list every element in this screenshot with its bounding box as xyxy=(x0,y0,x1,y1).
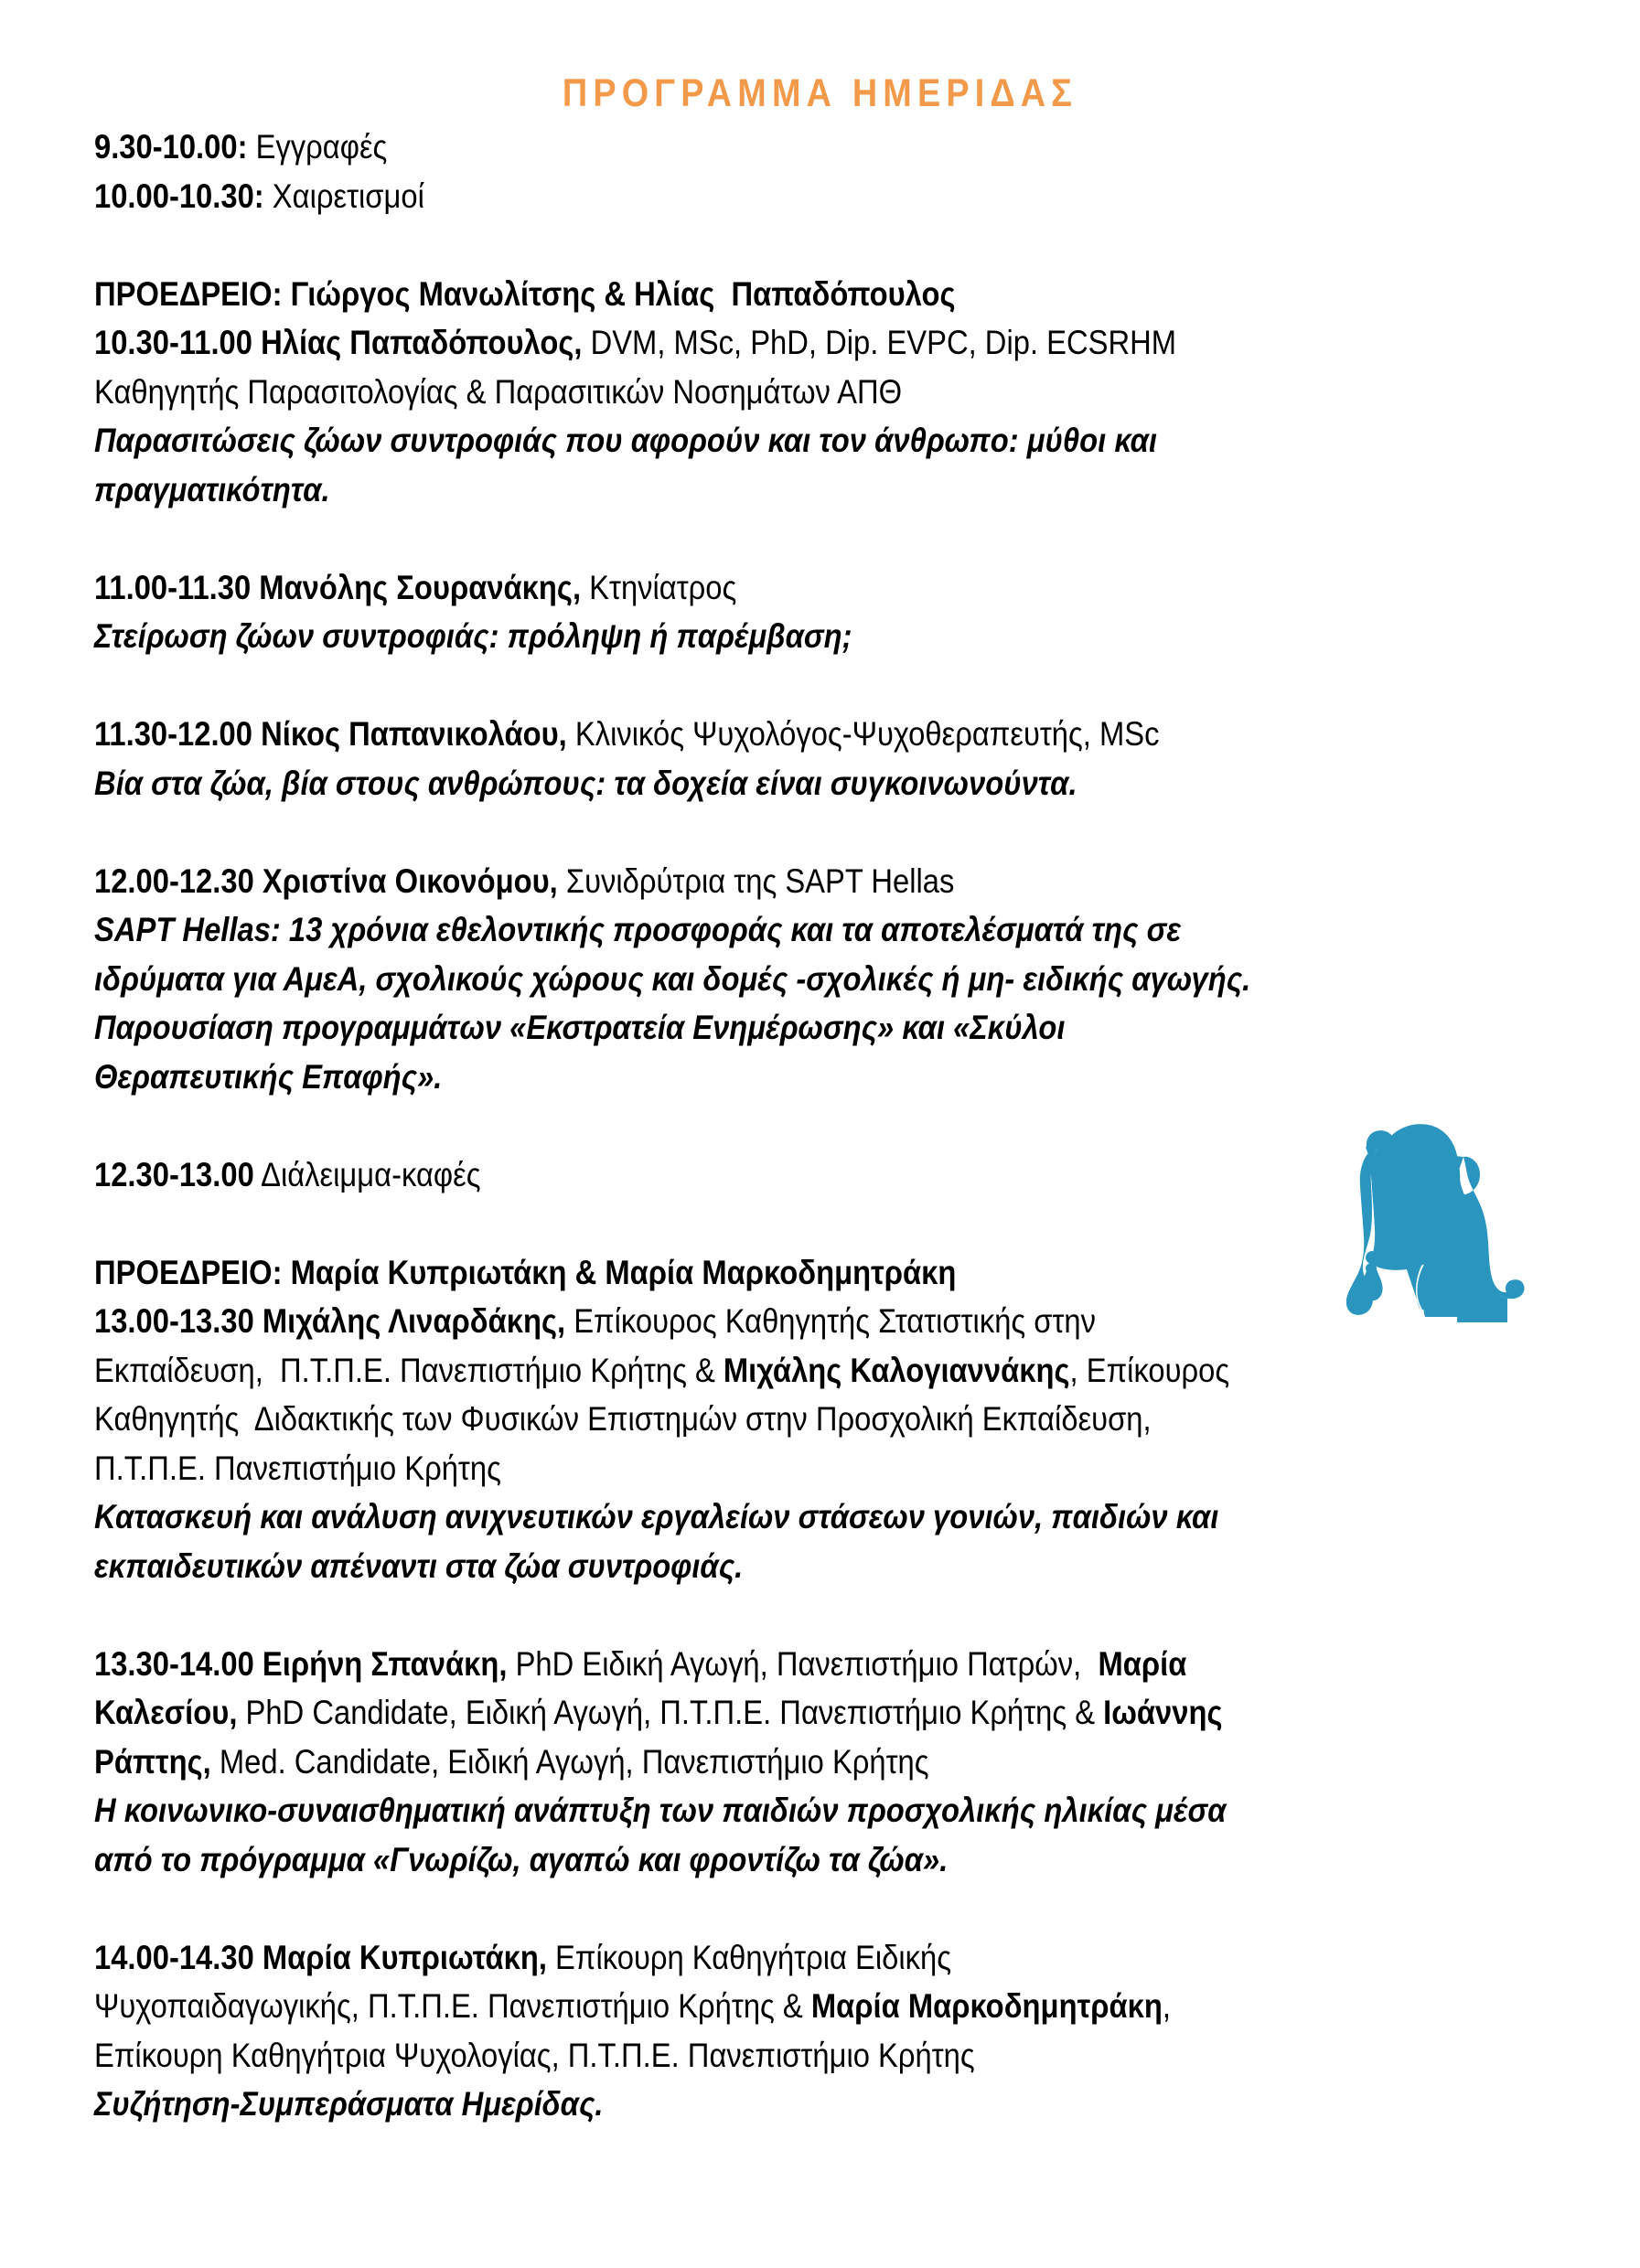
time-label: 10.00-10.30: xyxy=(94,177,264,215)
spacer xyxy=(94,514,1466,563)
speaker-affiliation: Επίκουρη Καθηγήτρια Ψυχολογίας, Π.Τ.Π.Ε. Πανεπιστήμιο Κρήτης xyxy=(94,2036,975,2074)
speaker-name: Καλεσίου, xyxy=(94,1694,238,1731)
schedule-line-greetings xyxy=(94,172,1465,221)
spacer xyxy=(94,1101,1466,1150)
speaker-credentials: DVM, MSc, PhD, Dip. EVPC, Dip. ECSRHM xyxy=(582,324,1177,361)
entry-text: Εγγραφές xyxy=(247,128,388,166)
talk-title-line: ιδρύματα για ΑμεΑ, σχολικούς χώρους και δομές -σχολικές ή μη- ειδικής αγωγής. xyxy=(94,959,1251,998)
talk-title-line: Στείρωση ζώων συντροφιάς: πρόληψη ή παρέμβαση; xyxy=(94,617,852,655)
speaker-credentials: PhD Ειδική Αγωγή, Πανεπιστήμιο Πατρών, xyxy=(507,1644,1099,1683)
chair-line-2 xyxy=(94,1248,1465,1298)
speaker-affiliation: Καθηγητής Παρασιτολογίας & Παρασιτικών Νοσημάτων ΑΠΘ xyxy=(94,372,903,411)
schedule-line-registrations xyxy=(94,123,1465,172)
talk-title-line: Η κοινωνικο-συναισθηματική ανάπτυξη των παιδιών προσχολικής ηλικίας μέσα xyxy=(94,1792,1227,1829)
program-body xyxy=(94,123,1466,2129)
page-title: ΠΡΟΓΡΑΜΜΑ ΗΜΕΡΙΔΑΣ xyxy=(562,71,1078,115)
speaker-affiliation: Καθηγητής Διδακτικής των Φυσικών Επιστημών στην Προσχολική Εκπαίδευση, xyxy=(94,1400,1152,1438)
speaker-name: Μαρία xyxy=(1098,1644,1187,1683)
talk-title-line: SAPT Hellas: 13 χρόνια εθελοντικής προσφοράς και τα αποτελέσματά της σε xyxy=(94,911,1181,948)
time-label: 12.30-13.00 xyxy=(94,1155,254,1193)
speaker-name: 14.00-14.30 Μαρία Κυπριωτάκη, xyxy=(94,1938,547,1976)
affiliation-text: , xyxy=(1162,1987,1171,2025)
spacer xyxy=(94,808,1466,857)
schedule-line-linardakis xyxy=(94,1297,1465,1346)
speaker-credentials: Med. Candidate, Ειδική Αγωγή, Πανεπιστήμιο Κρήτης xyxy=(210,1742,929,1781)
speaker-name: 11.30-12.00 Νίκος Παπανικολάου, xyxy=(94,715,567,753)
spacer xyxy=(94,1199,1466,1248)
speaker-name: 12.00-12.30 Χριστίνα Οικονόμου, xyxy=(94,861,558,900)
speaker-credentials: Κτηνίατρος xyxy=(581,568,737,606)
speaker-name: 11.00-11.30 Μανόλης Σουρανάκης, xyxy=(94,568,582,606)
talk-title-line: από το πρόγραμμα «Γνωρίζω, αγαπώ και φροντίζω τα ζώα». xyxy=(94,1840,949,1878)
spacer xyxy=(94,1590,1466,1640)
talk-title-line: Βία στα ζώα, βία στους ανθρώπους: τα δοχεία είναι συγκοινωνούντα. xyxy=(94,764,1077,802)
schedule-line-souranakis xyxy=(94,563,1465,613)
affiliation-text: , Επίκουρος xyxy=(1069,1351,1230,1389)
speaker-name: Μαρία Μαρκοδημητράκη xyxy=(810,1987,1163,2025)
speaker-credentials: Επίκουρος Καθηγητής Στατιστικής στην xyxy=(565,1302,1097,1340)
speaker-credentials: Κλινικός Ψυχολόγος-Ψυχοθεραπευτής, MSc xyxy=(566,715,1160,753)
entry-text: Διάλειμμα-καφές xyxy=(253,1155,481,1193)
schedule-line-oikonomou xyxy=(94,857,1465,906)
dog-with-leash-logo xyxy=(1315,1114,1526,1322)
speaker-name: Μιχάλης Καλογιαννάκης xyxy=(723,1351,1070,1389)
speaker-name: 10.30-11.00 Ηλίας Παπαδόπουλος, xyxy=(94,324,583,361)
talk-title-line: Θεραπευτικής Επαφής». xyxy=(94,1057,443,1096)
chair-text: ΠΡΟΕΔΡΕΙΟ: Μαρία Κυπριωτάκη & Μαρία Μαρκοδημητράκη xyxy=(94,1253,957,1291)
schedule-line-kalesiou xyxy=(94,1688,1465,1738)
schedule-line-kypriotaki xyxy=(94,1933,1465,1983)
speaker-credentials: PhD Candidate, Ειδική Αγωγή, Π.Τ.Π.Ε. Πανεπιστήμιο Κρήτης & xyxy=(237,1694,1104,1731)
schedule-line-coffee-break xyxy=(94,1150,1465,1200)
chair-text: ΠΡΟΕΔΡΕΙΟ: Γιώργος Μανωλίτσης & Ηλίας Παπαδόπουλος xyxy=(94,274,956,313)
speaker-credentials: Επίκουρη Καθηγήτρια Ειδικής xyxy=(546,1938,952,1976)
talk-title-line: Παρασιτώσεις ζώων συντροφιάς που αφορούν και τον άνθρωπο: μύθοι και xyxy=(94,422,1158,459)
talk-title-line: Κατασκευή και ανάλυση ανιχνευτικών εργαλείων στάσεων γονιών, παιδιών και xyxy=(94,1498,1219,1535)
speaker-affiliation xyxy=(94,1346,1465,1396)
affiliation-text: Εκπαίδευση, Π.Τ.Π.Ε. Πανεπιστήμιο Κρήτης & xyxy=(94,1351,724,1389)
speaker-name: Ιωάννης xyxy=(1103,1694,1223,1731)
spacer xyxy=(94,661,1466,711)
spacer xyxy=(94,220,1466,270)
talk-title-line: πραγματικότητα. xyxy=(94,470,330,508)
schedule-line-raptis xyxy=(94,1738,1465,1787)
talk-title-line: Συζήτηση-Συμπεράσματα Ημερίδας. xyxy=(94,2085,604,2123)
talk-title-line: εκπαιδευτικών απέναντι στα ζώα συντροφιάς. xyxy=(94,1546,744,1585)
spacer xyxy=(94,1884,1466,1933)
schedule-line-papadopoulos xyxy=(94,318,1465,368)
schedule-line-spanaki xyxy=(94,1640,1465,1689)
speaker-credentials: Συνιδρύτρια της SAPT Hellas xyxy=(557,861,955,900)
talk-title-line: Παρουσίαση προγραμμάτων «Εκστρατεία Ενημέρωσης» και «Σκύλοι xyxy=(94,1009,1066,1046)
chair-line-1 xyxy=(94,270,1465,319)
speaker-affiliation xyxy=(94,1982,1465,2031)
affiliation-text: Ψυχοπαιδαγωγικής, Π.Τ.Π.Ε. Πανεπιστήμιο Κρήτης & xyxy=(94,1987,811,2025)
speaker-name: 13.00-13.30 Μιχάλης Λιναρδάκης, xyxy=(94,1302,566,1340)
schedule-line-papanikolaou xyxy=(94,710,1465,759)
speaker-name: 13.30-14.00 Ειρήνη Σπανάκη, xyxy=(94,1644,508,1683)
speaker-name: Ράπτης, xyxy=(94,1742,211,1781)
speaker-affiliation: Π.Τ.Π.Ε. Πανεπιστήμιο Κρήτης xyxy=(94,1449,501,1487)
time-label: 9.30-10.00: xyxy=(94,128,248,166)
entry-text: Χαιρετισμοί xyxy=(263,177,424,215)
